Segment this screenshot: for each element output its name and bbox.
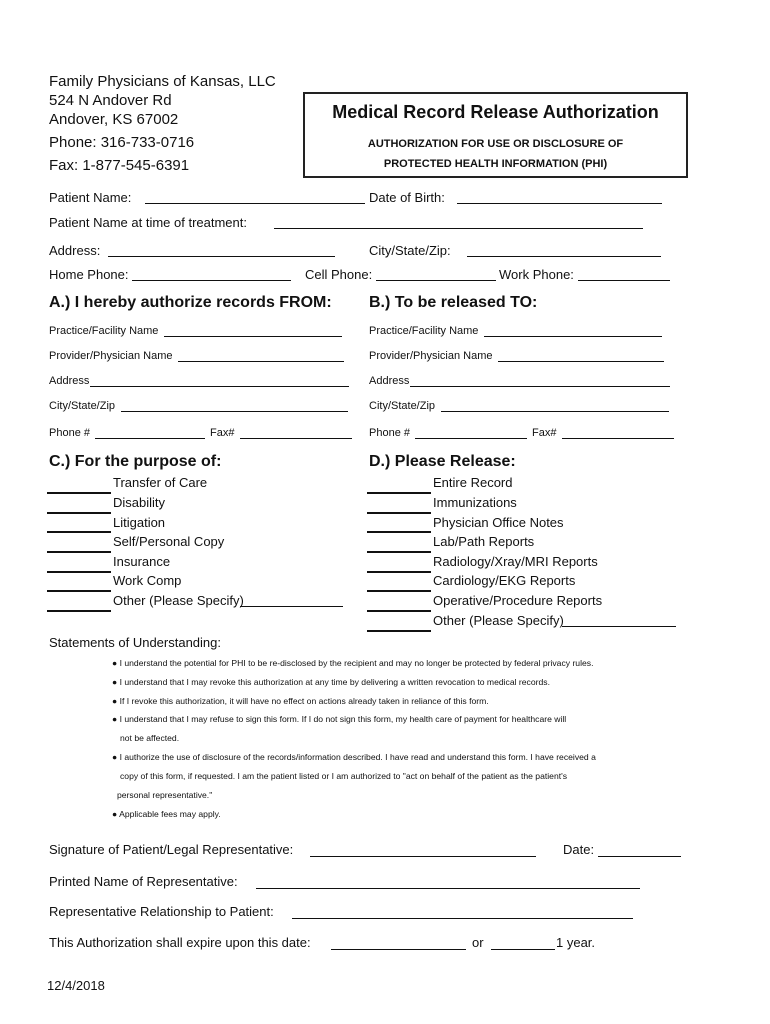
release-checkline[interactable] <box>367 512 431 514</box>
relationship-field[interactable] <box>292 905 633 919</box>
patient-name-field[interactable] <box>145 191 365 204</box>
expire-label: This Authorization shall expire upon this date: <box>49 935 311 950</box>
org-name: Family Physicians of Kansas, LLC <box>49 73 276 90</box>
release-checkline[interactable] <box>367 630 431 632</box>
section-b-heading: B.) To be released TO: <box>369 294 538 311</box>
purpose-option: Self/Personal Copy <box>113 534 225 549</box>
release-option: Entire Record <box>433 475 513 490</box>
a-practice-field[interactable] <box>164 325 342 337</box>
work-phone-label: Work Phone: <box>499 267 574 282</box>
b-practice-label: Practice/Facility Name <box>369 325 479 337</box>
signature-date-label: Date: <box>563 842 595 857</box>
b-city-label: City/State/Zip <box>369 400 436 412</box>
printed-name-label: Printed Name of Representative: <box>49 874 238 889</box>
statement-line: ● I understand that I may refuse to sign this form. If I do not sign this form, my health care of payment for healthcare will <box>112 714 567 724</box>
expire-date-field[interactable] <box>331 936 466 950</box>
purpose-checkline[interactable] <box>47 590 111 592</box>
work-phone-field[interactable] <box>578 268 670 281</box>
form-subtitle-1: AUTHORIZATION FOR USE OR DISCLOSURE OF <box>367 138 624 150</box>
statement-line: copy of this form, if requested. I am the patient listed or I am authorized to "act on behalf of the patient as the patient's <box>120 771 568 781</box>
b-fax-field[interactable] <box>562 427 674 439</box>
b-address-field[interactable] <box>410 375 670 387</box>
section-c-heading: C.) For the purpose of: <box>49 453 222 470</box>
cell-phone-field[interactable] <box>376 268 496 281</box>
b-phone-label: Phone # <box>369 427 410 439</box>
purpose-checkline[interactable] <box>47 492 111 494</box>
release-option: Immunizations <box>433 495 517 510</box>
purpose-option: Transfer of Care <box>113 475 208 490</box>
a-city-field[interactable] <box>121 400 348 412</box>
org-fax: Fax: 1-877-545-6391 <box>49 157 190 174</box>
cell-phone-label: Cell Phone: <box>305 267 373 282</box>
purpose-option: Work Comp <box>113 573 182 588</box>
release-other-field[interactable] <box>562 614 676 627</box>
address-field[interactable] <box>108 244 335 257</box>
form-subtitle-2: PROTECTED HEALTH INFORMATION (PHI) <box>383 158 608 170</box>
statement-line: ● I authorize the use of disclosure of the records/information described. I have read and understand this form. I have received a <box>112 752 596 762</box>
dob-field[interactable] <box>457 191 662 204</box>
a-address-label: Address <box>49 375 90 387</box>
a-provider-field[interactable] <box>178 350 344 362</box>
b-provider-field[interactable] <box>498 350 664 362</box>
title-box <box>303 92 688 178</box>
b-phone-field[interactable] <box>415 427 527 439</box>
signature-date-field[interactable] <box>598 843 681 857</box>
org-street: 524 N Andover Rd <box>49 92 172 109</box>
release-checkline[interactable] <box>367 590 431 592</box>
statement-line: ● I understand the potential for PHI to be re-disclosed by the recipient and may no longer be protected by federal privacy rules. <box>112 658 594 668</box>
release-checkline[interactable] <box>367 571 431 573</box>
a-phone-field[interactable] <box>95 427 205 439</box>
purpose-checkline[interactable] <box>47 610 111 612</box>
section-a-heading: A.) I hereby authorize records FROM: <box>49 294 332 311</box>
b-fax-label: Fax# <box>532 427 557 439</box>
b-city-field[interactable] <box>441 400 669 412</box>
purpose-option: Litigation <box>113 515 166 530</box>
purpose-checkline[interactable] <box>47 531 111 533</box>
statement-line: personal representative." <box>117 790 213 800</box>
home-phone-field[interactable] <box>132 268 291 281</box>
statement-line: ● Applicable fees may apply. <box>112 809 221 819</box>
a-city-label: City/State/Zip <box>49 400 116 412</box>
purpose-option: Disability <box>113 495 166 510</box>
release-option: Operative/Procedure Reports <box>433 593 603 608</box>
a-fax-field[interactable] <box>240 427 352 439</box>
patient-name-label: Patient Name: <box>49 190 132 205</box>
b-address-label: Address <box>369 375 410 387</box>
signature-label: Signature of Patient/Legal Representative: <box>49 842 294 857</box>
release-option: Physician Office Notes <box>433 515 564 530</box>
home-phone-label: Home Phone: <box>49 267 129 282</box>
name-at-treatment-field[interactable] <box>274 216 643 229</box>
dob-label: Date of Birth: <box>369 190 445 205</box>
footer-date: 12/4/2018 <box>47 978 105 993</box>
release-option: Radiology/Xray/MRI Reports <box>433 554 598 569</box>
relationship-label: Representative Relationship to Patient: <box>49 904 274 919</box>
statement-line: ● I understand that I may revoke this authorization at any time by delivering a written revocation to medical records. <box>112 677 550 687</box>
statements-heading: Statements of Understanding: <box>49 635 221 650</box>
a-provider-label: Provider/Physician Name <box>49 350 173 362</box>
release-checkline[interactable] <box>367 551 431 553</box>
statement-line: ● If I revoke this authorization, it will have no effect on actions already taken in reliance of this form. <box>112 696 489 706</box>
a-address-field[interactable] <box>90 375 349 387</box>
org-city: Andover, KS 67002 <box>49 111 179 128</box>
b-practice-field[interactable] <box>484 325 662 337</box>
release-checkline[interactable] <box>367 531 431 533</box>
form-title: Medical Record Release Authorization <box>332 102 659 122</box>
address-label: Address: <box>49 243 101 258</box>
purpose-option: Other (Please Specify) <box>113 593 244 608</box>
a-practice-label: Practice/Facility Name <box>49 325 159 337</box>
release-checkline[interactable] <box>367 610 431 612</box>
section-d-heading: D.) Please Release: <box>369 453 516 470</box>
expire-year-text: 1 year. <box>556 935 596 950</box>
purpose-other-field[interactable] <box>240 594 343 607</box>
a-fax-label: Fax# <box>210 427 235 439</box>
b-provider-label: Provider/Physician Name <box>369 350 493 362</box>
purpose-option: Insurance <box>113 554 171 569</box>
city-state-zip-field[interactable] <box>467 244 661 257</box>
release-checkline[interactable] <box>367 492 431 494</box>
signature-field[interactable] <box>310 843 536 857</box>
purpose-checkline[interactable] <box>47 571 111 573</box>
printed-name-field[interactable] <box>256 875 640 889</box>
name-at-treatment-label: Patient Name at time of treatment: <box>49 215 247 230</box>
expire-or-text: or <box>472 935 484 950</box>
expire-year-checkline[interactable] <box>491 936 555 950</box>
release-option: Cardiology/EKG Reports <box>433 573 576 588</box>
city-state-zip-label: City/State/Zip: <box>369 243 451 258</box>
purpose-checkline[interactable] <box>47 551 111 553</box>
release-option: Other (Please Specify) <box>433 613 564 628</box>
a-phone-label: Phone # <box>49 427 90 439</box>
purpose-checkline[interactable] <box>47 512 111 514</box>
release-option: Lab/Path Reports <box>433 534 535 549</box>
org-phone: Phone: 316-733-0716 <box>49 134 195 151</box>
statement-line: not be affected. <box>120 733 180 743</box>
